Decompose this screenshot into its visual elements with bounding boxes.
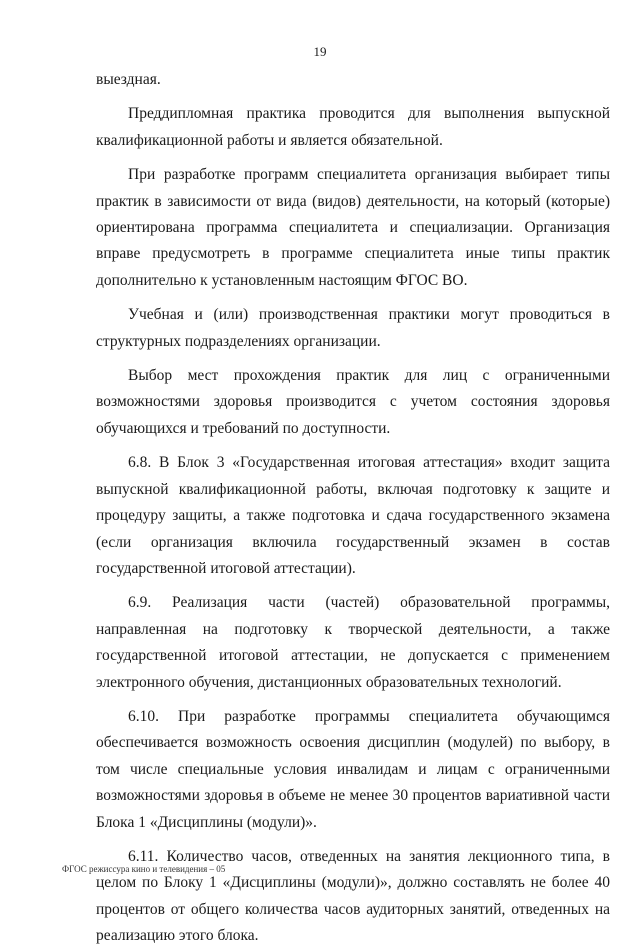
footer-note: ФГОС режиссура кино и телевидения – 05 (62, 864, 226, 874)
paragraph-structural-units: Учебная и (или) производственная практики могут проводиться в структурных подразделениях организации. (96, 306, 610, 350)
paragraph-practice-type-end: выездная. (96, 71, 161, 88)
paragraph-6-9: 6.9. Реализация части (частей) образовательной программы, направленная на подготовку к творческой деятельности, а также государственной итоговой аттестации, не допускается с применением электронного обучения, дистанционных образовательных технологий. (96, 594, 610, 691)
paragraph-6-11: 6.11. Количество часов, отведенных на занятия лекционного типа, в целом по Блоку 1 «Дисциплины (модули)», должно составлять не более 40 процентов от общего количества часов аудиторных занятий, отведенных на реализацию этого блока. (96, 847, 610, 945)
document-body (96, 67, 610, 950)
paragraph-6-10: 6.10. При разработке программы специалитета обучающимся обеспечивается возможность освоения дисциплин (модулей) по выбору, в том числе специальные условия инвалидам и лицам с ограниченными возможностями здоровья в объеме не менее 30 процентов вариативной части Блока 1 «Дисциплины (модули)». (96, 707, 610, 831)
paragraph-practice-types: При разработке программ специалитета организация выбирает типы практик в зависимости от вида (видов) деятельности, на который (которые) ориентирована программа специалитета и специализации. Организация вправе предусмотреть в программе специалитета иные типы практик дополнительно к установленным настоящим ФГОС ВО. (96, 166, 610, 289)
paragraph-limited-abilities: Выбор мест прохождения практик для лиц с ограниченными возможностями здоровья производится с учетом состояния здоровья обучающихся и требований по доступности. (96, 367, 610, 437)
paragraph-prediploma-practice: Преддипломная практика проводится для выполнения выпускной квалификационной работы и является обязательной. (96, 105, 610, 149)
paragraph-6-8: 6.8. В Блок 3 «Государственная итоговая аттестация» входит защита выпускной квалификационной работы, включая подготовку к защите и процедуру защиты, а также подготовка и сдача государственного экзамена (если организация включила государственный экзамен в состав государственной итоговой аттестации). (96, 454, 610, 577)
page-number: 19 (313, 44, 327, 59)
